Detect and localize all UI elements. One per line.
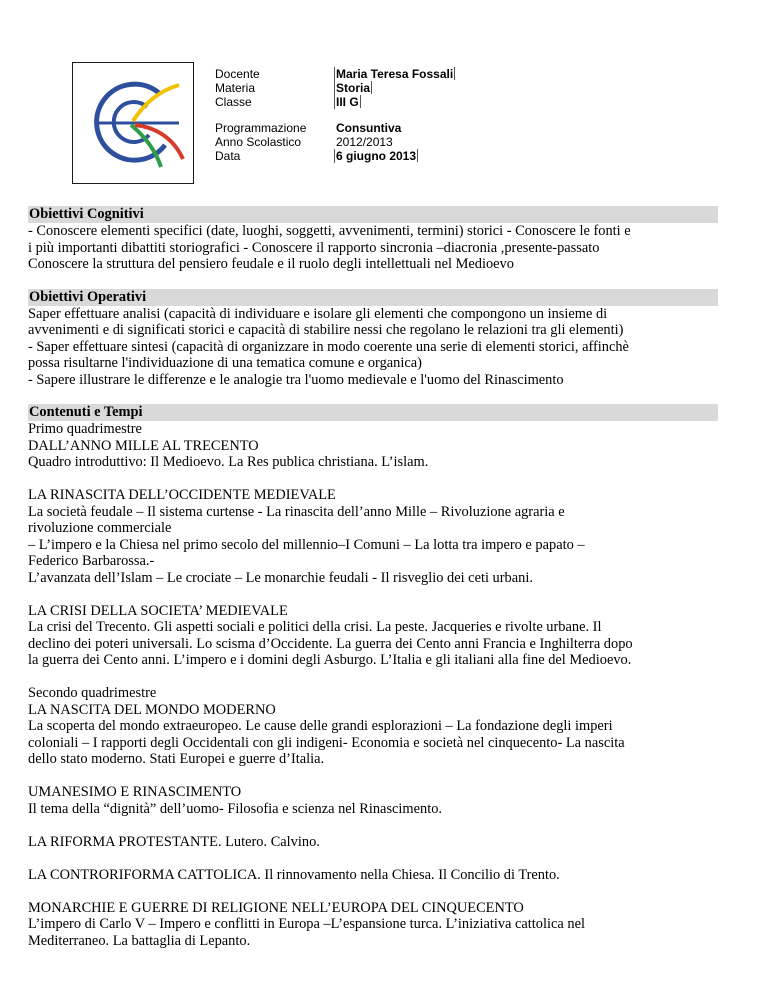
paragraph-line: LA NASCITA DEL MONDO MODERNO bbox=[28, 701, 276, 718]
blank-line bbox=[28, 768, 718, 785]
paragraph-line: Mediterraneo. La battaglia di Lepanto. bbox=[28, 932, 251, 949]
contenuti-lines bbox=[28, 421, 718, 949]
blank-line bbox=[28, 817, 718, 834]
value-anno-scolastico: 2012/2013 bbox=[336, 135, 393, 149]
value-data: 6 giugno 2013 bbox=[336, 149, 417, 163]
paragraph-line: - Conoscere elementi specifici (date, luoghi, soggetti, avvenimenti, termini) storici - Conoscere le fonti e bbox=[28, 223, 631, 239]
paragraph-line: Il tema della “dignità” dell’uomo- Filosofia e scienza nel Rinascimento. bbox=[28, 800, 442, 817]
label-classe: Classe bbox=[215, 95, 252, 109]
paragraph-line: Quadro introduttivo: Il Medioevo. La Res publica christiana. L’islam. bbox=[28, 454, 429, 470]
paragraph-line: declino dei poteri universali. Lo scisma d’Occidente. La guerra dei Cento anni Francia e Inghilterra dopo bbox=[28, 635, 633, 652]
section-title: Contenuti e Tempi bbox=[28, 404, 718, 421]
paragraph-line: avvenimenti e di significati storici e capacità di stabilire nessi che regolano le relazioni tra gli elementi) bbox=[28, 322, 624, 338]
label-programmazione: Programmazione bbox=[215, 121, 307, 135]
label-docente: Docente bbox=[215, 67, 260, 81]
value-docente: Maria Teresa Fossali bbox=[336, 67, 454, 81]
blank-line bbox=[28, 586, 718, 603]
blank-line bbox=[28, 850, 718, 867]
paragraph-line: rivoluzione commerciale bbox=[28, 520, 172, 536]
paragraph-line: possa risultarne l'individuazione di una tematica comune e organica) bbox=[28, 355, 422, 371]
label-materia: Materia bbox=[215, 81, 256, 95]
paragraph-line: Secondo quadrimestre bbox=[28, 685, 157, 701]
paragraph-line: Primo quadrimestre bbox=[28, 421, 142, 437]
paragraph-line: L’impero di Carlo V – Impero e conflitti in Europa –L’espansione turca. L’iniziativa cattolica nel bbox=[28, 916, 585, 932]
paragraph-line: la guerra dei Cento anni. L’impero e i domini degli Asburgo. L’Italia e gli italiani alla fine del Medioevo. bbox=[28, 652, 632, 668]
blank-line bbox=[28, 471, 718, 488]
paragraph-line: LA RIFORMA PROTESTANTE. Lutero. Calvino. bbox=[28, 833, 320, 850]
school-logo-graphic bbox=[73, 63, 193, 183]
paragraph-line: UMANESIMO E RINASCIMENTO bbox=[28, 784, 242, 800]
header-labels-group-1 bbox=[215, 67, 260, 109]
blank-line bbox=[28, 669, 718, 686]
value-classe: III G bbox=[336, 95, 359, 109]
paragraph-line: LA CONTRORIFORMA CATTOLICA. Il rinnovamento nella Chiesa. Il Concilio di Trento. bbox=[28, 866, 560, 883]
paragraph-line: MONARCHIE E GUERRE DI RELIGIONE NELL’EUROPA DEL CINQUECENTO bbox=[28, 899, 524, 916]
paragraph-line: dello stato moderno. Stati Europei e guerre d’Italia. bbox=[28, 751, 325, 767]
blank-line bbox=[28, 883, 718, 900]
paragraph-line: i più importanti dibattiti storiografici - Conoscere il rapporto sincronia –diacronia ,presente-passato bbox=[28, 239, 600, 256]
paragraph-line: La crisi del Trecento. Gli aspetti sociali e politici della crisi. La peste. Jacqueries e rivolte urbane. Il bbox=[28, 619, 602, 635]
section-contenuti-e-tempi bbox=[28, 404, 718, 949]
paragraph-line: Saper effettuare analisi (capacità di individuare e isolare gli elementi che compongono un insieme di bbox=[28, 305, 608, 322]
paragraph-line: - Saper effettuare sintesi (capacità di organizzare in modo coerente una serie di elementi storici, affinchè bbox=[28, 338, 629, 355]
paragraph-line: La società feudale – Il sistema curtense - La rinascita dell’anno Mille – Rivoluzione agraria e bbox=[28, 503, 565, 520]
paragraph-line: Federico Barbarossa.- bbox=[28, 553, 155, 569]
paragraph-line: Conoscere la struttura del pensiero feudale e il ruolo degli intellettuali nel Medioevo bbox=[28, 256, 514, 272]
paragraph-line: LA RINASCITA DELL’OCCIDENTE MEDIEVALE bbox=[28, 487, 336, 503]
value-materia: Storia bbox=[336, 81, 371, 95]
paragraph-line: – L’impero e la Chiesa nel primo secolo del millennio–I Comuni – La lotta tra impero e papato – bbox=[28, 536, 585, 553]
paragraph-line: L’avanzata dell’Islam – Le crociate – Le monarchie feudali - Il risveglio dei ceti urbani. bbox=[28, 569, 533, 586]
section-obiettivi-operativi bbox=[28, 289, 718, 389]
paragraph-line: LA CRISI DELLA SOCIETA’ MEDIEVALE bbox=[28, 602, 288, 619]
paragraph-line: La scoperta del mondo extraeuropeo. Le cause delle grandi esplorazioni – La fondazione degli imperi bbox=[28, 718, 613, 734]
paragraph-line: - Sapere illustrare le differenze e le analogie tra l'uomo medievale e l'uomo del Rinascimento bbox=[28, 371, 564, 388]
label-anno-scolastico: Anno Scolastico bbox=[215, 135, 302, 149]
header-values-group-1 bbox=[336, 67, 455, 109]
paragraph-line: DALL’ANNO MILLE AL TRECENTO bbox=[28, 437, 259, 454]
header-values-group-2 bbox=[336, 121, 418, 163]
school-logo-icon bbox=[72, 62, 194, 184]
paragraph-line: coloniali – I rapporti degli Occidentali con gli indigeni- Economia e società nel cinquecento- La nascita bbox=[28, 734, 625, 751]
header-labels-group-2 bbox=[215, 121, 306, 163]
label-data: Data bbox=[215, 149, 241, 163]
section-title: Obiettivi Operativi bbox=[28, 289, 718, 306]
document-body bbox=[28, 206, 718, 965]
section-title: Obiettivi Cognitivi bbox=[28, 206, 718, 223]
value-programmazione: Consuntiva bbox=[336, 121, 402, 135]
section-obiettivi-cognitivi bbox=[28, 206, 718, 273]
